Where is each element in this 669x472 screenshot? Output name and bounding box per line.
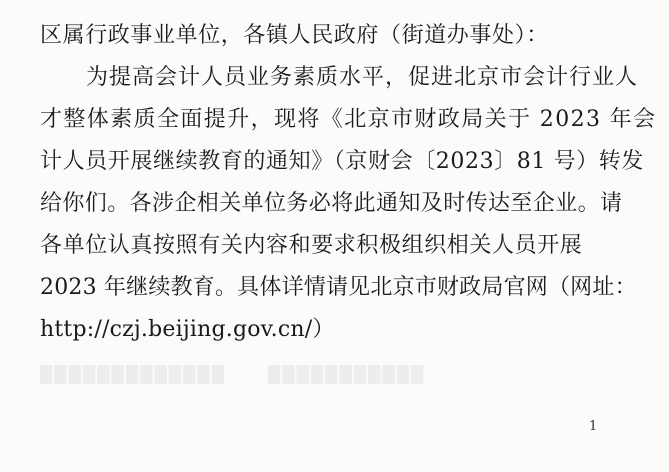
text-line: 给你们。各涉企相关单位务必将此通知及时传达至企业。请 (40, 191, 623, 216)
text-line-recipients: 区属行政事业单位，各镇人民政府（街道办事处）： (40, 23, 549, 48)
text-line-paragraph-start: 为提高会计人员业务素质水平，促进北京市会计行业人 (86, 65, 639, 90)
bleed-through-text: █████████████ ███████████ (40, 365, 426, 384)
page-number: 1 (589, 419, 598, 434)
text-line-url: http://czj.beijing.gov.cn/） (40, 317, 335, 342)
text-line: 才整体素质全面提升，现将《北京市财政局关于 2023 年会 (40, 107, 657, 132)
text-line: 各单位认真按照有关内容和要求积极组织相关人员开展 (40, 233, 583, 258)
text-line: 计人员开展继续教育的通知》（京财会〔2023〕81 号）转发 (40, 149, 644, 174)
text-line: 2023 年继续教育。具体详情请见北京市财政局官网（网址： (40, 275, 637, 300)
